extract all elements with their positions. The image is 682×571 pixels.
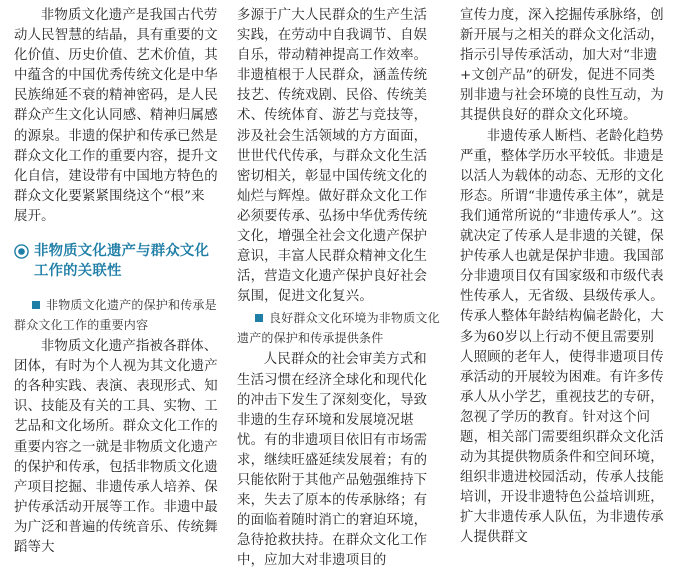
sub-heading-text: 良好群众文化环境为非物质文化遗产的保护和传承提供条件 — [237, 311, 440, 346]
sub-heading — [237, 308, 440, 348]
sub-heading — [14, 295, 218, 335]
column-3 — [460, 6, 666, 549]
column-2 — [237, 6, 440, 571]
body-paragraph: 非遗传承人断档、老龄化趋势严重，整体学历水平较低。非遗是以活人为载体的动态、无形的文化形态。所谓“非遗传承主体”，就是我们通常所说的“非遗传承人”。这就决定了传承人是非遗的关键，保护传承人也就是保护非遗。我国部分非遗项目仅有国家级和市级代表性传承人，无省级、县级传承人。传承人整体年龄结构偏老龄化，大多为60岁以上行动不便且需要别人照顾的老年人，使得非遗项目传承活动的开展较为困难。有许多传承人从小学艺，重视技艺的专研，忽视了学历的教育。针对这个问题，相关部门需要组织群众文化活动为其提供物质条件和空间环境，组织非遗进校园活动，传承人技能培训，开设非遗特色公益培训班，扩大非遗传承人队伍，为非遗传承人提供群文 — [460, 128, 665, 546]
body-paragraph: 非物质文化遗产是我国古代劳动人民智慧的结晶，具有重要的文化价值、历史价值、艺术价值，其中蕴含的中国优秀传统文化是中华民族绵延不衰的精神密码，是人民群众产生文化认同感、精神归属感的源泉。非遗的保护和传承已然是群众文化工作的重要内容，提升文化自信，建设带有中国地方特色的群众文化要紧紧围绕这个“根”来展开。 — [14, 8, 218, 224]
body-paragraph: 宣传力度，深入挖掘传承脉络，创新开展与之相关的群众文化活动，指示引导传承活动，加大对“非遗+文创产品”的研发，促进不同类别非遗与社会环境的良性互动，为其提供良好的群众文化环境。 — [460, 8, 664, 124]
sub-heading-text: 非物质文化遗产的保护和传承是群众文化工作的重要内容 — [14, 298, 217, 333]
section-heading-text: 非物质文化遗产与群众文化工作的关联性 — [34, 243, 210, 280]
column-1 — [14, 6, 218, 558]
square-bullet-icon — [32, 301, 40, 309]
square-bullet-icon — [255, 314, 263, 322]
body-paragraph: 人民群众的社会审美方式和生活习惯在经济全球化和现代化的冲击下发生了深刻变化，导致非遗的生存环境和发展境况堪忧。有的非遗项目依旧有市场需求，继续旺盛延续发展着；有的只能依附于其他产品勉强维持下来，失去了原本的传承脉络；有的面临着随时消亡的窘迫环境，急待抢救扶持。在群众文化工作中，应加大对非遗项目的 — [237, 352, 428, 569]
concentric-circle-icon — [14, 244, 29, 259]
section-heading — [14, 241, 218, 281]
body-paragraph: 多源于广大人民群众的生产生活实践，在劳动中自我调节、自娱自乐，带动精神提高工作效率。非遗植根于人民群众，涵盖传统技艺、传统戏剧、民俗、传统美术、传统体育、游艺与竞技等，涉及社会生活领域的方方面面，世世代代传承，与群众文化生活密切相关，彰显中国传统文化的灿烂与辉煌。做好群众文化工作必须要传承、弘扬中华优秀传统文化，增强全社会文化遗产保护意识，丰富人民群众精神文化生活，营造文化遗产保护良好社会氛围，促进文化复兴。 — [237, 8, 428, 305]
body-paragraph: 非物质文化遗产指被各群体、团体，有时为个人视为其文化遗产的各种实践、表演、表现形式、知识、技能及有关的工具、实物、工艺品和文化场所。群众文化工作的重要内容之一就是非物质文化遗产的保护和传承，包括非物质文化遗产项目挖掘、非遗传承人培养、保护传承活动开展等工作。非遗中最为广泛和普遍的传统音乐、传统舞蹈等大 — [14, 339, 218, 555]
